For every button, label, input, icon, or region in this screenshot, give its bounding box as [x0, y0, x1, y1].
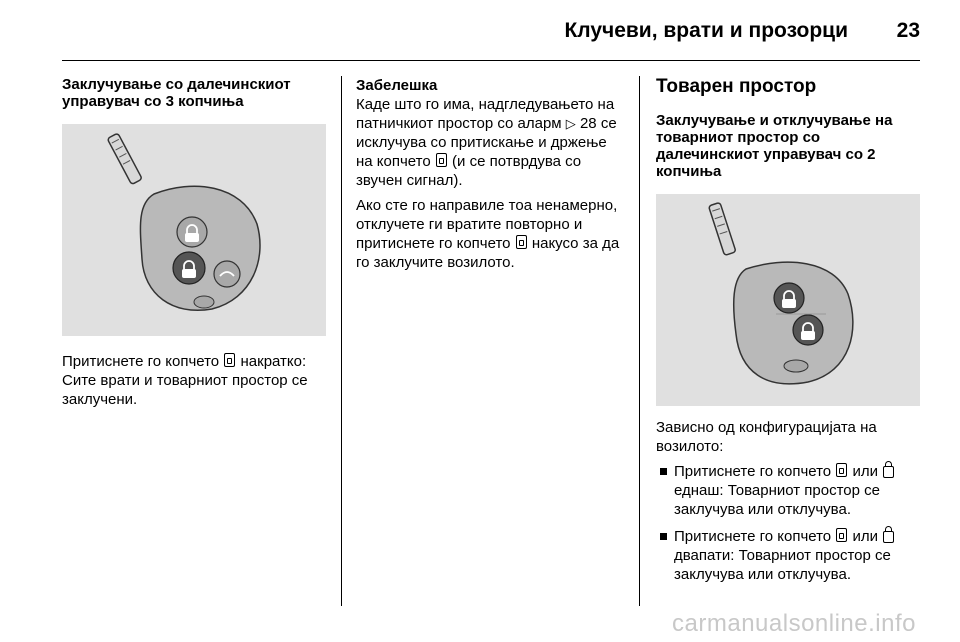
column-3 [656, 76, 920, 592]
page-reference[interactable]: 28 [579, 115, 597, 132]
list-item: Притиснете го копчето или двапати: Товарниот простор се заклучува или отклучува. [656, 527, 920, 584]
lock-icon [516, 235, 527, 249]
column-1 [62, 76, 326, 415]
subheading-2-button-cargo: Заклучување и отклучување на товарниот простор со далечинскиот управувач со 2 копчиња [656, 112, 893, 180]
note-paragraph-1: Каде што го има, надгледувањето на патничкиот простор со аларм ▷ 28 се исклучува со притискање и држење на копчето (и се потврдува со звучен сигнал). [356, 96, 617, 189]
column-divider-1 [341, 76, 342, 606]
key-fob-2-button-illustration [656, 194, 920, 406]
watermark: carmanualsonline.info [672, 610, 916, 637]
page-number: 23 [896, 19, 920, 42]
config-intro: Зависно од конфигурацијата на возилото: [656, 419, 877, 455]
key-fob-3-button-illustration [62, 124, 326, 336]
page-reference-arrow-icon: ▷ [565, 116, 576, 131]
column-divider-2 [639, 76, 640, 606]
section-title-cargo: Товарен простор [656, 76, 817, 97]
cargo-bullet-list [656, 462, 920, 584]
note-paragraph-2: Ако сте го направиле тоа ненамерно, отклучете ги вратите повторно и притиснете го копчето накусо за да го заклучите возилото. [356, 197, 620, 271]
page-header [0, 0, 960, 60]
lock-icon [224, 353, 235, 367]
page-title: Клучеви, врати и прозорци [564, 19, 848, 42]
list-item: Притиснете го копчето или еднаш: Товарниот простор се заклучува или отклучува. [656, 462, 920, 519]
lock-icon [436, 153, 447, 167]
column-2 [356, 76, 620, 278]
key-fob-2-button-icon [656, 194, 920, 406]
note-title: Забелешка [356, 77, 438, 94]
lock-instruction: Притиснете го копчето накратко: Сите врати и товарниот простор се заклучени. [62, 353, 308, 408]
unlock-icon [883, 531, 894, 543]
lock-icon [836, 528, 847, 542]
subheading-3-button-lock: Заклучување со далечинскиот управувач со 3 копчиња [62, 76, 291, 110]
unlock-icon [883, 466, 894, 478]
header-divider [62, 60, 920, 61]
lock-icon [836, 463, 847, 477]
key-fob-3-button-icon [62, 124, 326, 336]
